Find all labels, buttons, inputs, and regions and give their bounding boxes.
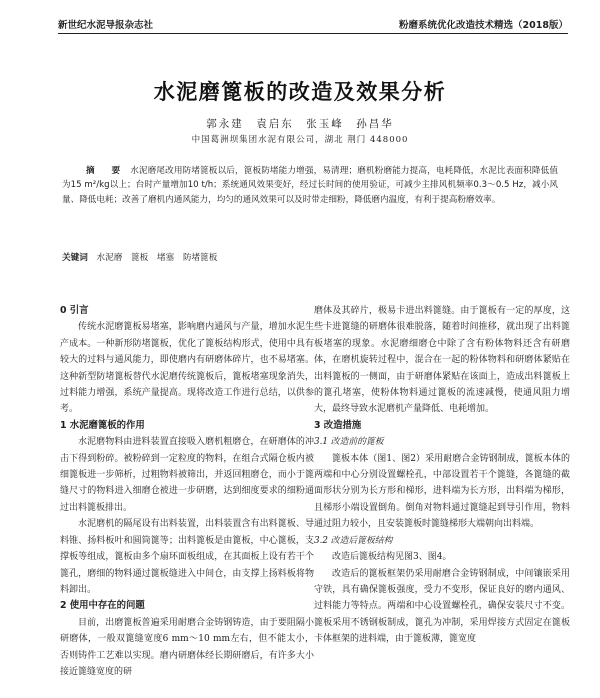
paragraph: 改造后篦板结构见图3、图4。 [332, 552, 452, 563]
abstract [62, 164, 558, 207]
section-heading-1: 1 水泥磨篦板的作用 [60, 419, 145, 431]
header-collection: 粉磨系统优化改造技术精选（2018版） [399, 20, 568, 31]
body-column-right [314, 303, 570, 648]
keyword: 堵塞 [157, 253, 175, 263]
header-rule [58, 33, 568, 34]
subsection-heading-3-1: 3.1 改造前的篦板 [314, 437, 384, 448]
body-column-left [60, 303, 314, 680]
abstract-label: 摘 要 [86, 166, 125, 176]
section-heading-3: 3 改造措施 [314, 419, 362, 431]
keyword: 防堵篦板 [182, 253, 218, 263]
paragraph: 水泥磨物料由进料装置直接吸入磨机粗磨仓，在研磨体的冲击下得到粉碎。被粉碎到一定粒度的物料，在组合式隔仓板内被细篦板进一步筛析，过粗物料被筛出，并返回粗磨仓，而小于篦缝尺寸的物料进入细磨仓被进一步研磨，达到细度要求的细粉通过出料篦板排出。 [60, 437, 314, 513]
paragraph: 改造后的篦板框架仍采用耐磨合金铸钢制成，中间镶嵌采用守铁，具有确保篦板强度，受力不变形，保证良好的磨内通风、过料能力等特点。两端和中心设置螺栓孔，确保安装尺寸不变。篦板采用不锈钢板制成，篦孔为冲制，采用焊接方式固定在篦板卡体框架的进料端，由于篦板薄，篦宽度 [314, 568, 570, 645]
paragraph: 篦板本体（图1、图2）采用耐磨合金铸钢制成，篦板本体的两端和中心分别设置螺栓孔，中部设置若干个篦缝，各篦缝的截面形状分别为长方形和梯形，进料端为长方形，出料端为梯形，且梯形小端设置倒角。倒角对物料通过篦缝起到导引作用，物料通过阻力较小，且安装篦板时篦缝梯形大端朝向出料端。 [314, 453, 570, 530]
section-heading-2: 2 使用中存在的问题 [60, 600, 145, 612]
subsection-heading-3-2: 3.2 改造后篦板结构 [314, 535, 393, 546]
keywords-label: 关键词 [62, 253, 88, 263]
paragraph: 传统水泥磨篦板易堵塞，影响磨内通风与产量，增加水泥生产成本。一种新形防堵篦板，优化了篦板结构形式，使用中具有较大的过料与通风能力，即使磨内有研磨体碎片，也不易堵塞。这种新型防堵篦板替代水泥磨传统篦板后，篦板堵塞现象消失，过料能力增强，系统产量提高。现将改造工作进行总结，以供参考。 [60, 322, 314, 415]
keywords [62, 251, 558, 265]
abstract-text: 水泥磨尾改用防堵篦板以后，篦板防堵能力增强，易清理；磨机粉磨能力提高，电耗降低，水泥比表面积降低值为15 m²/kg以上；台时产量增加10 t/h；系统通风效果变好，经过长时间的使用验证，可减少主排风机频率0.3～0.5 Hz，减小风量、降低电耗；改善了磨机内通风能力，均匀的通风效果可以及时带走细粉，降低磨内温度，有利于提高粉磨效率。 [62, 166, 558, 205]
header-publisher: 新世纪水泥导报杂志社 [58, 20, 154, 31]
article-title: 水泥磨篦板的改造及效果分析 [153, 80, 447, 104]
paragraph: 水泥磨机的隔尾设有出料装置，出料装置含有出料篦板、导料锥、扬料板叶和圆筒篦等；出料篦板是由篦板，中心篦板，支撑板等组成，篦板由多个扇环面板组成，在其面板上设有若干个篦孔，磨细的物料通过篦板缝进入中间仓，由支撑上扬料板将物料卸出。 [60, 519, 314, 595]
author-affiliation: 中国葛洲坝集团水泥有限公司，湖北 荆门 448000 [191, 135, 409, 145]
keyword: 篦板 [131, 253, 149, 263]
paragraph-continued: 磨体及其碎片，极易卡进出料篦缝。由于篦板有一定的厚度，这些卡进篦缝的研磨体很难脱落，随着时间推移，就出现了出料篦板堵塞的现象。水泥磨细磨仓中除了含有粉体物料还含有研磨体，在磨机旋转过程中，混合在一起的粉体物料和研磨体紧贴在出料篦板的一侧面，由于研磨体紧贴在该面上，造成出料篦板上的篦孔堵塞，使粉体物料通过篦板的流速减慢，使通风阻力增大，最终导致水泥磨机产量降低、电耗增加。 [314, 306, 570, 415]
section-heading-intro: 0 引言 [60, 305, 89, 316]
paragraph: 目前，出磨篦板普遍采用耐磨合金铸钢铸造，由于要阻隔小研磨体，一般双篦缝宽度6 mm～10 mm左右，但不能太小，否则铸件工艺难以实现。磨内研磨体经长期研磨后，有许多大小接近篦缝宽度的研 [60, 617, 314, 677]
article-authors: 郭永建 袁启东 张玉峰 孙昌华 [206, 118, 394, 130]
keyword: 水泥磨 [96, 253, 123, 263]
running-header [58, 17, 568, 31]
